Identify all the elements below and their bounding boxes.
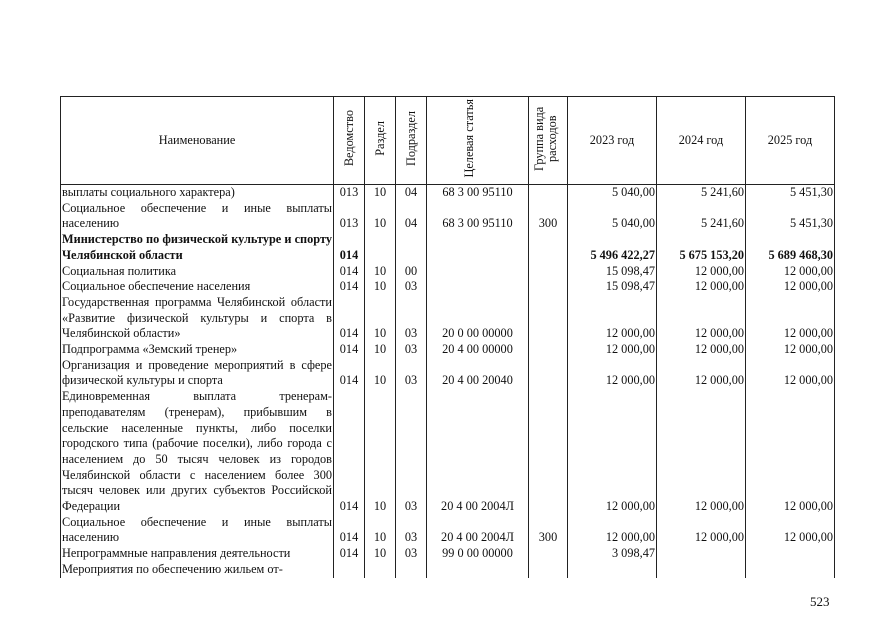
- row-dept: 014: [334, 342, 365, 358]
- row-value-2024: 12 000,00: [657, 279, 746, 295]
- row-value-2025: 12 000,00: [746, 295, 835, 342]
- row-section: [365, 562, 396, 578]
- row-target: 68 3 00 95110: [427, 185, 529, 201]
- row-value-2023: 15 098,47: [568, 264, 657, 280]
- row-target: [427, 232, 529, 263]
- row-target: 20 4 00 2004Л: [427, 389, 529, 515]
- row-value-2023: 12 000,00: [568, 358, 657, 389]
- row-target: 20 4 00 20040: [427, 358, 529, 389]
- row-subsection: 03: [396, 342, 427, 358]
- row-subsection: 03: [396, 515, 427, 546]
- table-row: [61, 185, 835, 201]
- row-value-2025: 5 451,30: [746, 201, 835, 232]
- row-exp-group: [529, 185, 568, 201]
- row-value-2025: 12 000,00: [746, 389, 835, 515]
- header-subsection-label: Подраздел: [403, 110, 418, 167]
- row-section: 10: [365, 279, 396, 295]
- row-section: 10: [365, 264, 396, 280]
- table-row: [61, 546, 835, 562]
- table-row: [61, 232, 835, 263]
- row-section: 10: [365, 546, 396, 562]
- table-row: [61, 201, 835, 232]
- row-target: 68 3 00 95110: [427, 201, 529, 232]
- row-exp-group: [529, 546, 568, 562]
- row-subsection: 03: [396, 546, 427, 562]
- row-target: 99 0 00 00000: [427, 546, 529, 562]
- header-2023: 2023 год: [568, 97, 657, 185]
- row-target: [427, 279, 529, 295]
- row-dept: 014: [334, 279, 365, 295]
- row-dept: 014: [334, 264, 365, 280]
- table-row: [61, 562, 835, 578]
- row-value-2024: 12 000,00: [657, 264, 746, 280]
- row-section: 10: [365, 201, 396, 232]
- row-value-2025: 5 689 468,30: [746, 232, 835, 263]
- row-value-2024: 12 000,00: [657, 295, 746, 342]
- row-exp-group: 300: [529, 201, 568, 232]
- row-value-2023: [568, 562, 657, 578]
- row-value-2024: [657, 546, 746, 562]
- table-row: [61, 358, 835, 389]
- table-row: [61, 295, 835, 342]
- row-value-2025: [746, 546, 835, 562]
- row-dept: 013: [334, 201, 365, 232]
- row-subsection: 03: [396, 358, 427, 389]
- header-2024: 2024 год: [657, 97, 746, 185]
- row-name: Организация и проведение мероприятий в сфере физической культуры и спорта: [62, 357, 332, 388]
- row-target: 20 4 00 00000: [427, 342, 529, 358]
- row-subsection: [396, 232, 427, 263]
- row-subsection: 03: [396, 295, 427, 342]
- header-exp-group-label: Группа вида расходов: [532, 106, 559, 171]
- row-dept: 013: [334, 185, 365, 201]
- row-value-2025: 12 000,00: [746, 515, 835, 546]
- row-value-2023: 5 040,00: [568, 185, 657, 201]
- table-row: [61, 342, 835, 358]
- row-value-2024: 12 000,00: [657, 515, 746, 546]
- table-row: [61, 279, 835, 295]
- header-2025: 2025 год: [746, 97, 835, 185]
- row-value-2024: 5 675 153,20: [657, 232, 746, 263]
- row-value-2024: 12 000,00: [657, 389, 746, 515]
- row-value-2024: [657, 562, 746, 578]
- row-exp-group: [529, 279, 568, 295]
- row-dept: 014: [334, 515, 365, 546]
- row-name: Подпрограмма «Земский тренер»: [61, 342, 334, 358]
- row-value-2024: 5 241,60: [657, 185, 746, 201]
- row-dept: 014: [334, 295, 365, 342]
- row-subsection: 03: [396, 279, 427, 295]
- row-section: 10: [365, 389, 396, 515]
- row-exp-group: 300: [529, 515, 568, 546]
- row-value-2025: 12 000,00: [746, 279, 835, 295]
- row-section: 10: [365, 295, 396, 342]
- row-dept: [334, 562, 365, 578]
- row-name: Единовременная выплата тренерам-преподавателям (тренерам), прибывшим в сельские населенные пункты, либо поселки городского типа (рабочие поселки), либо города с населением до 50 тысяч человек из городов Челябинской области с населением более 300 тысяч человек или других субъектов Российской Федерации: [62, 389, 332, 514]
- row-subsection: 03: [396, 389, 427, 515]
- row-value-2023: 12 000,00: [568, 515, 657, 546]
- row-section: 10: [365, 342, 396, 358]
- header-name: Наименование: [61, 97, 334, 185]
- row-target: 20 4 00 2004Л: [427, 515, 529, 546]
- row-exp-group: [529, 264, 568, 280]
- row-exp-group: [529, 295, 568, 342]
- row-value-2024: 5 241,60: [657, 201, 746, 232]
- row-name: Мероприятия по обеспечению жильем от-: [61, 562, 334, 578]
- header-section: [365, 97, 396, 185]
- row-name: выплаты социального характера): [61, 185, 334, 201]
- row-value-2023: 12 000,00: [568, 342, 657, 358]
- row-name: Непрограммные направления деятельности: [61, 546, 334, 562]
- header-section-label: Раздел: [372, 121, 387, 156]
- page-number: 523: [810, 594, 830, 609]
- row-subsection: 04: [396, 185, 427, 201]
- budget-table-page: [60, 96, 835, 578]
- row-dept: 014: [334, 546, 365, 562]
- row-name: Социальное обеспечение и иные выплаты населению: [62, 514, 332, 545]
- row-value-2023: 5 040,00: [568, 201, 657, 232]
- row-exp-group: [529, 358, 568, 389]
- row-value-2024: 12 000,00: [657, 358, 746, 389]
- header-dept-label: Ведомство: [341, 110, 356, 167]
- row-subsection: 00: [396, 264, 427, 280]
- row-value-2025: [746, 562, 835, 578]
- row-value-2025: 12 000,00: [746, 358, 835, 389]
- header-subsection: [396, 97, 427, 185]
- row-target: [427, 264, 529, 280]
- row-dept: 014: [334, 232, 365, 263]
- row-section: [365, 232, 396, 263]
- table-row: [61, 264, 835, 280]
- header-dept: [334, 97, 365, 185]
- row-target: [427, 562, 529, 578]
- row-exp-group: [529, 562, 568, 578]
- row-name: Социальное обеспечение населения: [61, 279, 334, 295]
- row-exp-group: [529, 342, 568, 358]
- row-value-2025: 12 000,00: [746, 342, 835, 358]
- row-exp-group: [529, 232, 568, 263]
- row-value-2024: 12 000,00: [657, 342, 746, 358]
- row-name: Министерство по физической культуре и спорту Челябинской области: [62, 232, 332, 262]
- row-value-2023: 12 000,00: [568, 389, 657, 515]
- budget-table: [60, 96, 835, 578]
- table-header-row: [61, 97, 835, 185]
- row-section: 10: [365, 185, 396, 201]
- row-subsection: [396, 562, 427, 578]
- row-value-2023: 3 098,47: [568, 546, 657, 562]
- row-value-2023: 12 000,00: [568, 295, 657, 342]
- row-section: 10: [365, 515, 396, 546]
- header-target-label: Целевая статья: [461, 99, 476, 178]
- row-value-2025: 5 451,30: [746, 185, 835, 201]
- row-section: 10: [365, 358, 396, 389]
- row-dept: 014: [334, 389, 365, 515]
- row-exp-group: [529, 389, 568, 515]
- table-row: [61, 515, 835, 546]
- table-row: [61, 389, 835, 515]
- row-value-2025: 12 000,00: [746, 264, 835, 280]
- row-target: 20 0 00 00000: [427, 295, 529, 342]
- row-name: Социальное обеспечение и иные выплаты населению: [62, 200, 332, 231]
- header-target: [427, 97, 529, 185]
- row-value-2023: 15 098,47: [568, 279, 657, 295]
- row-subsection: 04: [396, 201, 427, 232]
- row-name: Социальная политика: [61, 264, 334, 280]
- header-exp-group: [529, 97, 568, 185]
- row-value-2023: 5 496 422,27: [568, 232, 657, 263]
- row-dept: 014: [334, 358, 365, 389]
- row-name: Государственная программа Челябинской области «Развитие физической культуры и спорта в Челябинской области»: [62, 294, 332, 341]
